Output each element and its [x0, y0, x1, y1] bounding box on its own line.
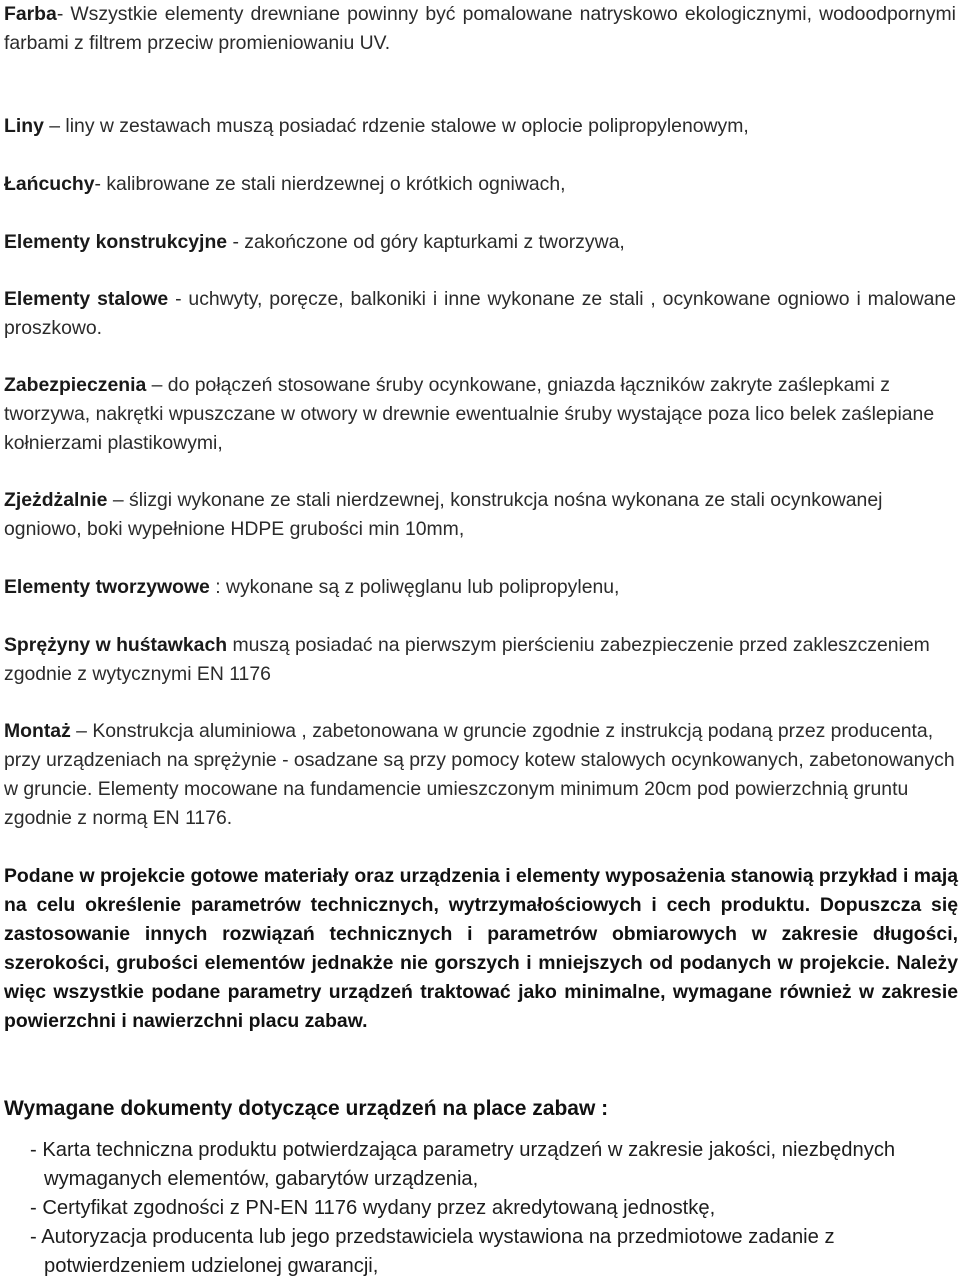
paragraph-farba: [4, 0, 956, 58]
list-item: - Certyfikat zgodności z PN-EN 1176 wydany przez akredytowaną jednostkę,: [30, 1197, 716, 1219]
paragraph-tworzywowe: [4, 573, 956, 602]
term-farba: Farba: [4, 3, 57, 25]
term-zabezpieczenia: Zabezpieczenia: [4, 374, 147, 396]
text-zjezdzalnie: – ślizgi wykonane ze stali nierdzewnej, konstrukcja nośna wykonana ze stali ocynkowanej ogniowo, boki wypełnione HDPE grubości min 10mm,: [4, 489, 883, 540]
text-montaz: – Konstrukcja aluminiowa , zabetonowana w gruncie zgodnie z instrukcją podaną przez producenta, przy urządzeniach na sprężynie - osadzane są przy pomocy kotew stalowych ocynkowanych, zabetonowanych w gruncie. Elementy mocowane na fundamencie umieszczonym minimum 20cm pod powierzchnią gruntu zgodnie z normą EN 1176.: [4, 720, 955, 829]
term-stalowe: Elementy stalowe: [4, 288, 169, 310]
paragraph-sprezyny: [4, 631, 956, 689]
term-sprezyny: Sprężyny w huśtawkach: [4, 634, 228, 656]
text-farba: - Wszystkie elementy drewniane powinny być pomalowane natryskowo ekologicznymi, wodoodpornymi farbami z filtrem przeciw promieniowaniu UV.: [4, 3, 956, 54]
text-liny: – liny w zestawach muszą posiadać rdzenie stalowe w oplocie polipropylenowym,: [43, 115, 749, 137]
term-tworzywowe: Elementy tworzywowe: [4, 576, 210, 598]
text-sprezyny: muszą posiadać na pierwszym pierścieniu zabezpieczenie przed zakleszczeniem zgodnie z wytycznymi EN 1176: [4, 634, 930, 685]
paragraph-liny: [4, 112, 956, 141]
notice-paragraph: Podane w projekcie gotowe materiały oraz urządzenia i elementy wyposażenia stanowią przykład i mają na celu określenie parametrów technicznych, wytrzymałościowych i cech produktu. Dopuszcza się zastosowanie innych rozwiązań technicznych i parametrów obmiarowych w zakresie długości, szerokości, grubości elementów jednakże nie gorszych i mniejszych od podanych w projekcie. Należy więc wszystkie podane parametry urządzeń traktować jako minimalne, wymagane również w zakresie powierzchni i nawierzchni placu zabaw.: [4, 865, 958, 1032]
documents-list: [30, 1136, 950, 1281]
term-konstrukcyjne: Elementy konstrukcyjne: [4, 231, 228, 253]
text-stalowe: - uchwyty, poręcze, balkoniki i inne wykonane ze stali , ocynkowane ogniowo i malowane proszkowo.: [4, 288, 957, 339]
text-lancuchy: - kalibrowane ze stali nierdzewnej o krótkich ogniwach,: [94, 173, 566, 195]
text-konstrukcyjne: - zakończone od góry kapturkami z tworzywa,: [227, 231, 625, 253]
term-liny: Liny: [4, 115, 44, 137]
paragraph-zabezpieczenia: [4, 371, 956, 458]
paragraph-montaz: [4, 717, 956, 833]
paragraph-stalowe: [4, 285, 956, 343]
list-item: - Karta techniczna produktu potwierdzająca parametry urządzeń w zakresie jakości, niezbędnych wymaganych elementów, gabarytów urządzenia,: [30, 1139, 896, 1190]
term-montaz: Montaż: [4, 720, 71, 742]
list-item: - Autoryzacja producenta lub jego przedstawiciela wystawiona na przedmiotowe zadanie z potwierdzeniem udzielonej gwarancji,: [30, 1226, 835, 1277]
term-lancuchy: Łańcuchy: [4, 173, 95, 195]
documents-heading: Wymagane dokumenty dotyczące urządzeń na place zabaw :: [4, 1097, 609, 1120]
term-zjezdzalnie: Zjeżdżalnie: [4, 489, 108, 511]
paragraph-konstrukcyjne: [4, 228, 956, 257]
paragraph-zjezdzalnie: [4, 486, 956, 544]
text-zabezpieczenia: – do połączeń stosowane śruby ocynkowane, gniazda łączników zakryte zaślepkami z tworzywa, nakrętki wpuszczane w otwory w drewnie ewentualnie śruby wystające poza lico belek zaślepiane kołnierzami plastikowymi,: [4, 374, 935, 454]
text-tworzywowe: : wykonane są z poliwęglanu lub polipropylenu,: [209, 576, 620, 598]
paragraph-lancuchy: [4, 170, 956, 199]
